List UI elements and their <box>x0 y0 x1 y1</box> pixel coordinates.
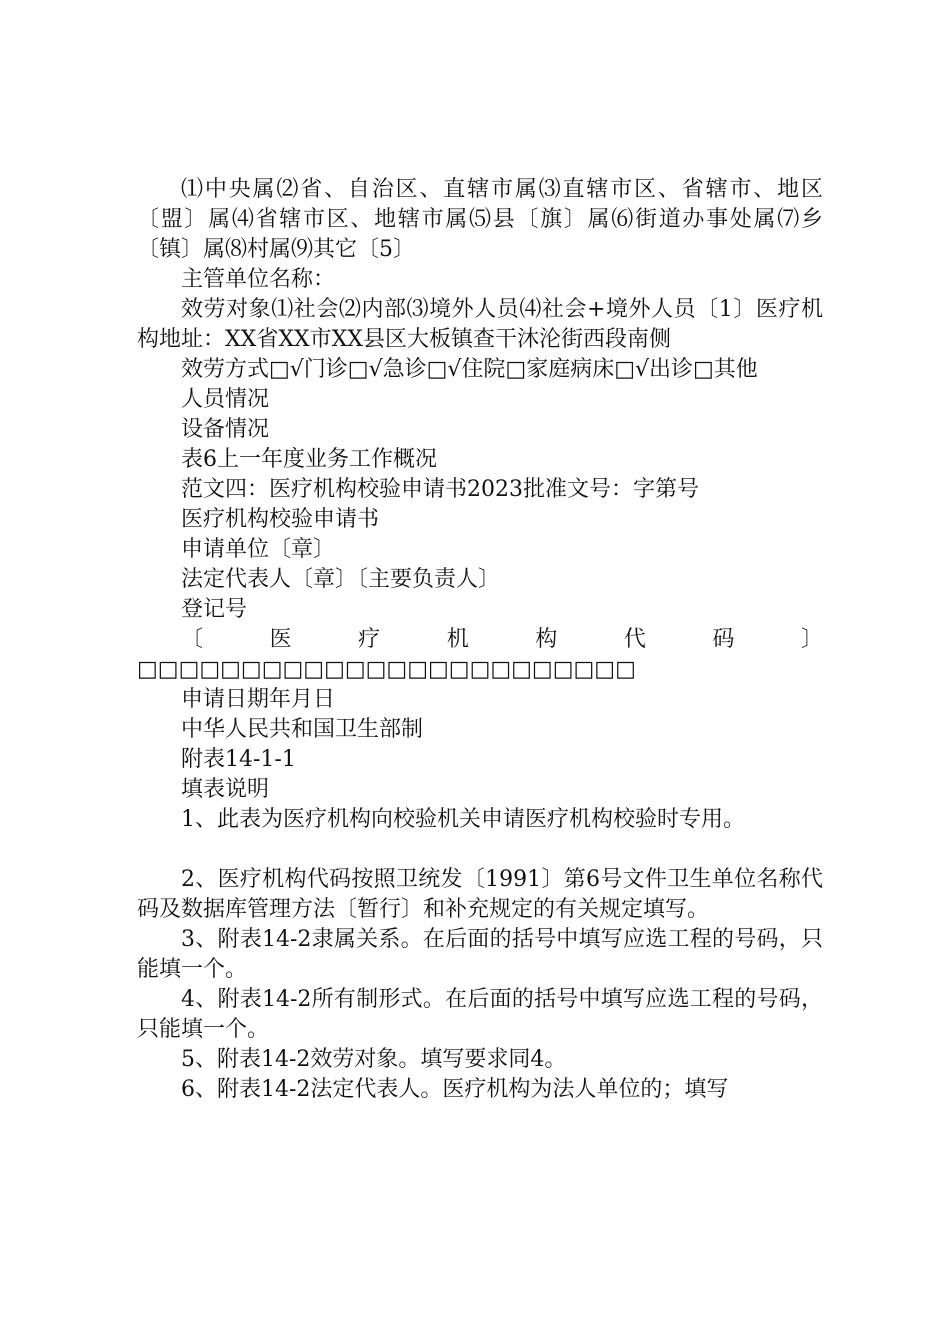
instruction-item: 3、附表14-2隶属关系。在后面的括号中填写应选工程的号码，只能填一个。 <box>137 927 823 982</box>
issuer-line: 中华人民共和国卫生部制 <box>181 717 424 742</box>
appendix-number: 附表14-1-1 <box>181 747 296 772</box>
service-target-and-address-paragraph: 效劳对象⑴社会⑵内部⑶境外人员⑷社会+境外人员〔1〕医疗机构地址：XX省XX市XX县区大板镇查干沐沦街西段南侧 <box>137 297 823 352</box>
instruction-item: 4、附表14-2所有制形式。在后面的括号中填写应选工程的号码，只能填一个。 <box>137 987 823 1042</box>
blank-line <box>137 835 823 865</box>
registration-number-line: 登记号 <box>181 597 248 622</box>
instruction-item: 2、医疗机构代码按照卫统发〔1991〕第6号文件卫生单位名称代码及数据库管理方法〔暂行〕和补充规定的有关规定填写。 <box>137 867 823 922</box>
instruction-item: 6、附表14-2法定代表人。医疗机构为法人单位的；填写 <box>181 1077 729 1102</box>
document-body <box>137 175 823 1105</box>
sample-four-heading: 范文四：医疗机构校验申请书2023批准文号：字第号 <box>181 477 699 502</box>
staff-line: 人员情况 <box>181 387 270 412</box>
application-title: 医疗机构校验申请书 <box>181 507 380 532</box>
supervising-unit-line: 主管单位名称： <box>181 267 336 292</box>
application-date-line: 申请日期年月日 <box>181 687 336 712</box>
instruction-item: 1、此表为医疗机构向校验机关申请医疗机构校验时专用。 <box>181 807 745 832</box>
institution-code-boxes: 〔医疗机构代码〕□□□□□□□□□□□□□□□□□□□□□□□□ <box>137 627 823 682</box>
equipment-line: 设备情况 <box>181 417 270 442</box>
legal-representative-line: 法定代表人〔章〕〔主要负责人〕 <box>181 567 501 592</box>
applicant-unit-line: 申请单位〔章〕 <box>181 537 336 562</box>
instruction-item: 5、附表14-2效劳对象。填写要求同4。 <box>181 1047 567 1072</box>
instructions-heading: 填表说明 <box>181 777 270 802</box>
table-6-title: 表6上一年度业务工作概况 <box>181 447 437 472</box>
affiliation-options-paragraph: ⑴中央属⑵省、自治区、直辖市属⑶直辖市区、省辖市、地区〔盟〕属⑷省辖市区、地辖市属⑸县〔旗〕属⑹街道办事处属⑺乡〔镇〕属⑻村属⑼其它〔5〕 <box>137 177 823 262</box>
service-mode-paragraph: 效劳方式□√门诊□√急诊□√住院□家庭病床□√出诊□其他 <box>181 357 758 382</box>
